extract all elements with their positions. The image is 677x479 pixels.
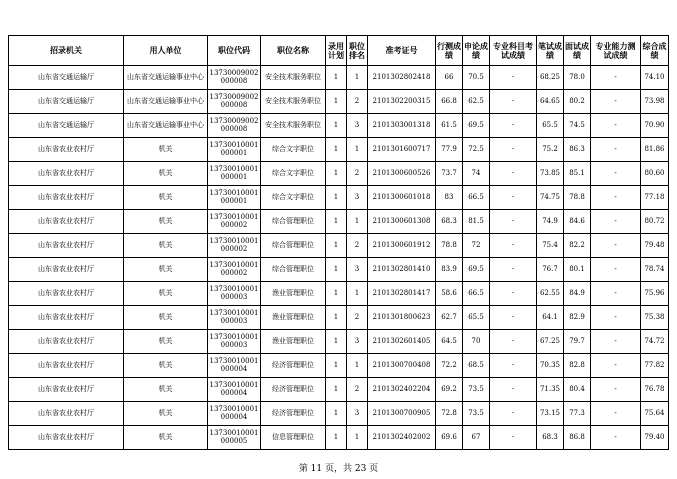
cell-shenlun: 66.5 bbox=[463, 282, 490, 306]
cell-total: 74.10 bbox=[641, 66, 669, 90]
cell-total: 77.18 bbox=[641, 186, 669, 210]
header-row bbox=[9, 36, 669, 66]
cell-written: 64.65 bbox=[537, 90, 564, 114]
cell-major: - bbox=[490, 162, 537, 186]
header-ticket: 准考证号 bbox=[368, 36, 436, 66]
header-xingce: 行测成绩 bbox=[436, 36, 463, 66]
cell-total: 74.72 bbox=[641, 330, 669, 354]
cell-shenlun: 72.5 bbox=[463, 138, 490, 162]
cell-interview: 74.5 bbox=[564, 114, 591, 138]
cell-ticket: 2101302801417 bbox=[368, 282, 436, 306]
cell-total: 75.96 bbox=[641, 282, 669, 306]
cell-written: 64.1 bbox=[537, 306, 564, 330]
cell-position: 安全技术服务职位 bbox=[261, 90, 326, 114]
table-body bbox=[9, 66, 669, 450]
table-row bbox=[9, 330, 669, 354]
cell-ability: - bbox=[591, 258, 641, 282]
table-row bbox=[9, 114, 669, 138]
cell-unit: 机关 bbox=[124, 138, 208, 162]
cell-xingce: 61.5 bbox=[436, 114, 463, 138]
cell-unit: 机关 bbox=[124, 330, 208, 354]
table-row bbox=[9, 354, 669, 378]
cell-interview: 82.2 bbox=[564, 234, 591, 258]
cell-agency: 山东省农业农村厅 bbox=[9, 138, 124, 162]
cell-position: 渔业管理职位 bbox=[261, 306, 326, 330]
cell-agency: 山东省农业农村厅 bbox=[9, 162, 124, 186]
cell-position: 综合文字职位 bbox=[261, 162, 326, 186]
cell-unit: 机关 bbox=[124, 258, 208, 282]
cell-position: 渔业管理职位 bbox=[261, 282, 326, 306]
cell-unit: 机关 bbox=[124, 162, 208, 186]
cell-position: 综合文字职位 bbox=[261, 138, 326, 162]
cell-planned: 1 bbox=[326, 90, 347, 114]
cell-position: 渔业管理职位 bbox=[261, 330, 326, 354]
cell-position: 经济管理职位 bbox=[261, 402, 326, 426]
cell-planned: 1 bbox=[326, 138, 347, 162]
cell-major: - bbox=[490, 354, 537, 378]
cell-code: 13730010001000004 bbox=[208, 378, 261, 402]
table-row bbox=[9, 402, 669, 426]
cell-total: 75.38 bbox=[641, 306, 669, 330]
cell-xingce: 78.8 bbox=[436, 234, 463, 258]
header-ability: 专业能力测试成绩 bbox=[591, 36, 641, 66]
cell-planned: 1 bbox=[326, 186, 347, 210]
cell-shenlun: 74 bbox=[463, 162, 490, 186]
cell-interview: 80.4 bbox=[564, 378, 591, 402]
cell-ticket: 2101302802418 bbox=[368, 66, 436, 90]
cell-agency: 山东省农业农村厅 bbox=[9, 186, 124, 210]
cell-written: 67.25 bbox=[537, 330, 564, 354]
cell-shenlun: 73.5 bbox=[463, 378, 490, 402]
table-row bbox=[9, 258, 669, 282]
cell-agency: 山东省农业农村厅 bbox=[9, 234, 124, 258]
cell-shenlun: 67 bbox=[463, 426, 490, 450]
cell-written: 68.3 bbox=[537, 426, 564, 450]
cell-code: 13730010001000002 bbox=[208, 234, 261, 258]
cell-shenlun: 69.5 bbox=[463, 114, 490, 138]
cell-rank: 3 bbox=[347, 186, 368, 210]
header-interview: 面试成绩 bbox=[564, 36, 591, 66]
cell-written: 76.7 bbox=[537, 258, 564, 282]
cell-xingce: 66.8 bbox=[436, 90, 463, 114]
cell-shenlun: 69.5 bbox=[463, 258, 490, 282]
table-row bbox=[9, 378, 669, 402]
cell-written: 71.35 bbox=[537, 378, 564, 402]
cell-interview: 80.2 bbox=[564, 90, 591, 114]
cell-interview: 84.6 bbox=[564, 210, 591, 234]
cell-xingce: 64.5 bbox=[436, 330, 463, 354]
cell-code: 13730009002000008 bbox=[208, 66, 261, 90]
page-footer: 第 11 页，共 23 页 bbox=[298, 464, 379, 474]
cell-unit: 机关 bbox=[124, 234, 208, 258]
cell-total: 77.82 bbox=[641, 354, 669, 378]
cell-code: 13730010001000003 bbox=[208, 306, 261, 330]
cell-interview: 86.3 bbox=[564, 138, 591, 162]
cell-code: 13730010001000003 bbox=[208, 330, 261, 354]
cell-interview: 82.8 bbox=[564, 354, 591, 378]
cell-code: 13730010001000004 bbox=[208, 354, 261, 378]
cell-written: 68.25 bbox=[537, 66, 564, 90]
cell-ability: - bbox=[591, 138, 641, 162]
cell-written: 73.15 bbox=[537, 402, 564, 426]
cell-planned: 1 bbox=[326, 114, 347, 138]
cell-planned: 1 bbox=[326, 426, 347, 450]
cell-ability: - bbox=[591, 210, 641, 234]
cell-xingce: 66 bbox=[436, 66, 463, 90]
cell-code: 13730010001000002 bbox=[208, 210, 261, 234]
header-agency: 招录机关 bbox=[9, 36, 124, 66]
cell-xingce: 72.2 bbox=[436, 354, 463, 378]
cell-ticket: 2101302402002 bbox=[368, 426, 436, 450]
cell-written: 65.5 bbox=[537, 114, 564, 138]
cell-major: - bbox=[490, 138, 537, 162]
cell-agency: 山东省交通运输厅 bbox=[9, 90, 124, 114]
cell-written: 75.4 bbox=[537, 234, 564, 258]
cell-ability: - bbox=[591, 234, 641, 258]
cell-shenlun: 73.5 bbox=[463, 402, 490, 426]
cell-shenlun: 66.5 bbox=[463, 186, 490, 210]
table-row bbox=[9, 162, 669, 186]
cell-ticket: 2101302801410 bbox=[368, 258, 436, 282]
cell-unit: 机关 bbox=[124, 402, 208, 426]
cell-ability: - bbox=[591, 426, 641, 450]
cell-rank: 3 bbox=[347, 114, 368, 138]
cell-major: - bbox=[490, 426, 537, 450]
cell-position: 经济管理职位 bbox=[261, 354, 326, 378]
header-major: 专业科目考试成绩 bbox=[490, 36, 537, 66]
cell-interview: 82.9 bbox=[564, 306, 591, 330]
cell-agency: 山东省农业农村厅 bbox=[9, 282, 124, 306]
cell-ability: - bbox=[591, 66, 641, 90]
cell-planned: 1 bbox=[326, 354, 347, 378]
header-unit: 用人单位 bbox=[124, 36, 208, 66]
cell-planned: 1 bbox=[326, 402, 347, 426]
cell-planned: 1 bbox=[326, 258, 347, 282]
header-position: 职位名称 bbox=[261, 36, 326, 66]
cell-written: 73.85 bbox=[537, 162, 564, 186]
cell-interview: 77.3 bbox=[564, 402, 591, 426]
cell-total: 70.90 bbox=[641, 114, 669, 138]
cell-major: - bbox=[490, 114, 537, 138]
cell-position: 安全技术服务职位 bbox=[261, 66, 326, 90]
cell-ability: - bbox=[591, 402, 641, 426]
cell-shenlun: 72 bbox=[463, 234, 490, 258]
cell-shenlun: 70.5 bbox=[463, 66, 490, 90]
cell-code: 13730010001000005 bbox=[208, 426, 261, 450]
cell-written: 70.35 bbox=[537, 354, 564, 378]
cell-major: - bbox=[490, 90, 537, 114]
cell-interview: 78.0 bbox=[564, 66, 591, 90]
cell-rank: 3 bbox=[347, 402, 368, 426]
cell-ability: - bbox=[591, 330, 641, 354]
cell-rank: 1 bbox=[347, 66, 368, 90]
cell-planned: 1 bbox=[326, 162, 347, 186]
cell-unit: 山东省交通运输事业中心 bbox=[124, 66, 208, 90]
cell-code: 13730010001000001 bbox=[208, 162, 261, 186]
cell-agency: 山东省农业农村厅 bbox=[9, 426, 124, 450]
cell-planned: 1 bbox=[326, 306, 347, 330]
header-planned: 录用计划 bbox=[326, 36, 347, 66]
table-row bbox=[9, 306, 669, 330]
cell-code: 13730010001000001 bbox=[208, 186, 261, 210]
table-row bbox=[9, 234, 669, 258]
cell-planned: 1 bbox=[326, 66, 347, 90]
cell-planned: 1 bbox=[326, 234, 347, 258]
cell-agency: 山东省农业农村厅 bbox=[9, 330, 124, 354]
cell-rank: 2 bbox=[347, 378, 368, 402]
cell-unit: 山东省交通运输事业中心 bbox=[124, 90, 208, 114]
header-written: 笔试成绩 bbox=[537, 36, 564, 66]
results-table bbox=[8, 35, 669, 450]
table-row bbox=[9, 66, 669, 90]
cell-major: - bbox=[490, 234, 537, 258]
cell-total: 79.48 bbox=[641, 234, 669, 258]
cell-code: 13730010001000004 bbox=[208, 402, 261, 426]
cell-ticket: 2101301600717 bbox=[368, 138, 436, 162]
cell-position: 经济管理职位 bbox=[261, 378, 326, 402]
cell-xingce: 69.6 bbox=[436, 426, 463, 450]
cell-major: - bbox=[490, 282, 537, 306]
cell-ticket: 2101300700408 bbox=[368, 354, 436, 378]
cell-major: - bbox=[490, 306, 537, 330]
cell-ticket: 2101300600526 bbox=[368, 162, 436, 186]
cell-xingce: 58.6 bbox=[436, 282, 463, 306]
cell-total: 75.64 bbox=[641, 402, 669, 426]
cell-ability: - bbox=[591, 114, 641, 138]
cell-rank: 3 bbox=[347, 330, 368, 354]
cell-interview: 80.1 bbox=[564, 258, 591, 282]
cell-agency: 山东省农业农村厅 bbox=[9, 354, 124, 378]
cell-ticket: 2101303001318 bbox=[368, 114, 436, 138]
cell-xingce: 62.7 bbox=[436, 306, 463, 330]
cell-agency: 山东省农业农村厅 bbox=[9, 306, 124, 330]
cell-xingce: 83 bbox=[436, 186, 463, 210]
cell-rank: 1 bbox=[347, 282, 368, 306]
cell-ability: - bbox=[591, 306, 641, 330]
cell-ability: - bbox=[591, 282, 641, 306]
cell-unit: 山东省交通运输事业中心 bbox=[124, 114, 208, 138]
cell-planned: 1 bbox=[326, 210, 347, 234]
cell-total: 80.72 bbox=[641, 210, 669, 234]
cell-ticket: 2101301800623 bbox=[368, 306, 436, 330]
cell-code: 13730009002000008 bbox=[208, 90, 261, 114]
cell-agency: 山东省农业农村厅 bbox=[9, 258, 124, 282]
table-row bbox=[9, 282, 669, 306]
cell-rank: 3 bbox=[347, 258, 368, 282]
cell-written: 74.9 bbox=[537, 210, 564, 234]
cell-rank: 1 bbox=[347, 210, 368, 234]
cell-position: 信息管理职位 bbox=[261, 426, 326, 450]
cell-unit: 机关 bbox=[124, 378, 208, 402]
cell-rank: 1 bbox=[347, 138, 368, 162]
cell-written: 74.75 bbox=[537, 186, 564, 210]
cell-major: - bbox=[490, 258, 537, 282]
cell-rank: 1 bbox=[347, 354, 368, 378]
table-row bbox=[9, 186, 669, 210]
cell-total: 76.78 bbox=[641, 378, 669, 402]
cell-ability: - bbox=[591, 378, 641, 402]
cell-total: 80.60 bbox=[641, 162, 669, 186]
cell-planned: 1 bbox=[326, 378, 347, 402]
cell-major: - bbox=[490, 186, 537, 210]
cell-unit: 机关 bbox=[124, 210, 208, 234]
cell-shenlun: 65.5 bbox=[463, 306, 490, 330]
cell-agency: 山东省农业农村厅 bbox=[9, 210, 124, 234]
cell-ticket: 2101300700905 bbox=[368, 402, 436, 426]
cell-xingce: 77.9 bbox=[436, 138, 463, 162]
cell-position: 综合管理职位 bbox=[261, 258, 326, 282]
cell-rank: 1 bbox=[347, 426, 368, 450]
cell-ticket: 2101300601018 bbox=[368, 186, 436, 210]
cell-ability: - bbox=[591, 162, 641, 186]
cell-unit: 机关 bbox=[124, 186, 208, 210]
cell-xingce: 73.7 bbox=[436, 162, 463, 186]
cell-total: 79.40 bbox=[641, 426, 669, 450]
cell-planned: 1 bbox=[326, 330, 347, 354]
cell-code: 13730010001000003 bbox=[208, 282, 261, 306]
cell-code: 13730010001000002 bbox=[208, 258, 261, 282]
cell-xingce: 69.2 bbox=[436, 378, 463, 402]
cell-total: 78.74 bbox=[641, 258, 669, 282]
cell-major: - bbox=[490, 66, 537, 90]
cell-xingce: 68.3 bbox=[436, 210, 463, 234]
cell-shenlun: 68.5 bbox=[463, 354, 490, 378]
cell-shenlun: 70 bbox=[463, 330, 490, 354]
cell-planned: 1 bbox=[326, 282, 347, 306]
cell-ability: - bbox=[591, 90, 641, 114]
cell-interview: 79.7 bbox=[564, 330, 591, 354]
header-shenlun: 申论成绩 bbox=[463, 36, 490, 66]
cell-unit: 机关 bbox=[124, 354, 208, 378]
cell-interview: 86.8 bbox=[564, 426, 591, 450]
cell-xingce: 72.8 bbox=[436, 402, 463, 426]
cell-major: - bbox=[490, 330, 537, 354]
cell-rank: 2 bbox=[347, 162, 368, 186]
cell-unit: 机关 bbox=[124, 282, 208, 306]
cell-code: 13730010001000001 bbox=[208, 138, 261, 162]
cell-total: 81.86 bbox=[641, 138, 669, 162]
cell-ticket: 2101302200315 bbox=[368, 90, 436, 114]
cell-agency: 山东省交通运输厅 bbox=[9, 114, 124, 138]
cell-major: - bbox=[490, 402, 537, 426]
cell-agency: 山东省农业农村厅 bbox=[9, 378, 124, 402]
cell-written: 62.55 bbox=[537, 282, 564, 306]
table-row bbox=[9, 210, 669, 234]
cell-ability: - bbox=[591, 186, 641, 210]
cell-rank: 2 bbox=[347, 306, 368, 330]
cell-shenlun: 62.5 bbox=[463, 90, 490, 114]
header-rank: 职位排名 bbox=[347, 36, 368, 66]
cell-rank: 2 bbox=[347, 234, 368, 258]
cell-ticket: 2101302402204 bbox=[368, 378, 436, 402]
cell-unit: 机关 bbox=[124, 306, 208, 330]
header-total: 综合成绩 bbox=[641, 36, 669, 66]
cell-ticket: 2101300601912 bbox=[368, 234, 436, 258]
cell-position: 安全技术服务职位 bbox=[261, 114, 326, 138]
cell-xingce: 83.9 bbox=[436, 258, 463, 282]
cell-position: 综合管理职位 bbox=[261, 234, 326, 258]
cell-position: 综合文字职位 bbox=[261, 186, 326, 210]
cell-ticket: 2101302601405 bbox=[368, 330, 436, 354]
cell-ticket: 2101300601308 bbox=[368, 210, 436, 234]
cell-total: 73.98 bbox=[641, 90, 669, 114]
cell-agency: 山东省农业农村厅 bbox=[9, 402, 124, 426]
cell-major: - bbox=[490, 378, 537, 402]
cell-agency: 山东省交通运输厅 bbox=[9, 66, 124, 90]
cell-interview: 85.1 bbox=[564, 162, 591, 186]
cell-written: 75.2 bbox=[537, 138, 564, 162]
table-row bbox=[9, 138, 669, 162]
cell-rank: 2 bbox=[347, 90, 368, 114]
cell-position: 综合管理职位 bbox=[261, 210, 326, 234]
cell-code: 13730009002000008 bbox=[208, 114, 261, 138]
cell-major: - bbox=[490, 210, 537, 234]
cell-ability: - bbox=[591, 354, 641, 378]
cell-shenlun: 81.5 bbox=[463, 210, 490, 234]
table-row bbox=[9, 426, 669, 450]
cell-interview: 84.9 bbox=[564, 282, 591, 306]
table-row bbox=[9, 90, 669, 114]
cell-unit: 机关 bbox=[124, 426, 208, 450]
cell-interview: 78.8 bbox=[564, 186, 591, 210]
header-code: 职位代码 bbox=[208, 36, 261, 66]
